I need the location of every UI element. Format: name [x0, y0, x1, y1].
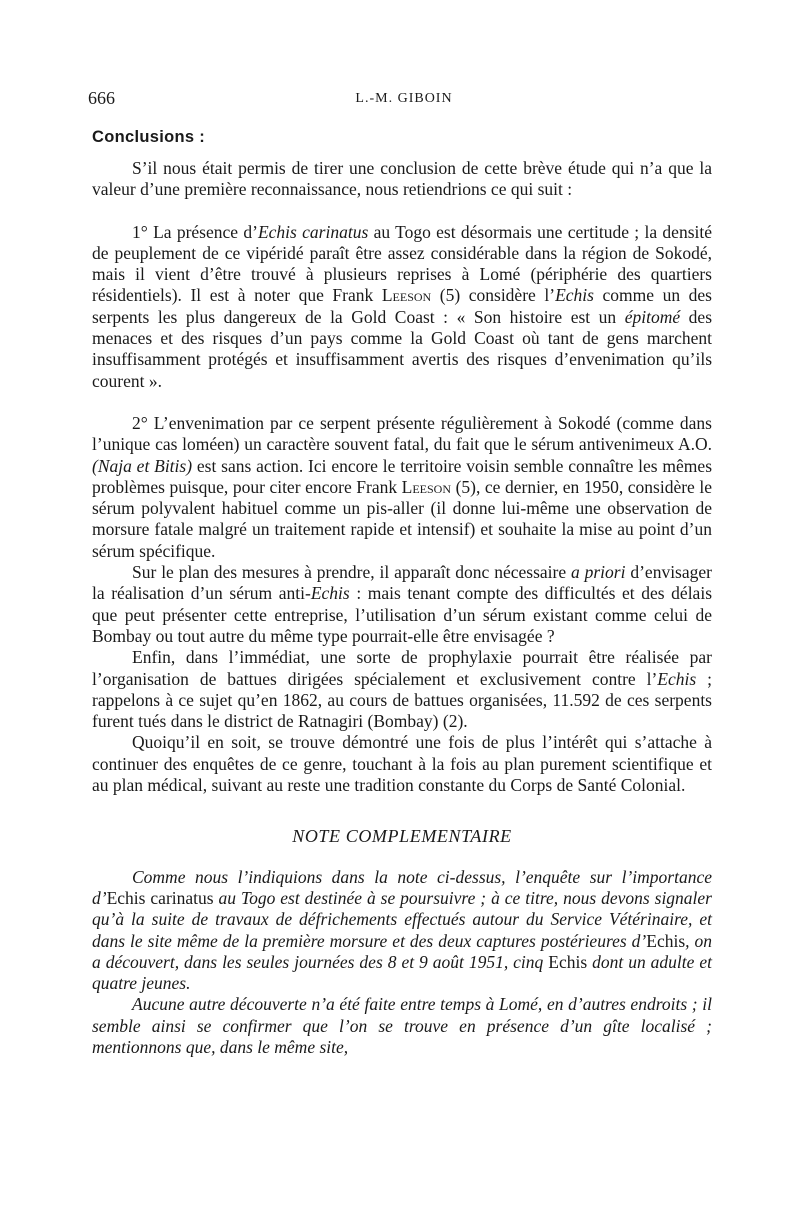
- complementary-note: [92, 867, 712, 1059]
- note-paragraph-2: Aucune autre découverte n’a été faite entre temps à Lomé, en d’autres endroits ; il semble ainsi se confirmer que l’on se trouve en présence d’un gîte localisé ; mentionnons que, dans le même site,: [92, 994, 712, 1057]
- page-header: [88, 88, 720, 112]
- body-text: [92, 158, 712, 1058]
- closing-paragraph: Quoiqu’il en soit, se trouve démontré une fois de plus l’intérêt qui s’attache à continuer des enquêtes de ce genre, touchant à la fois au plan purement scientifique et au plan médical, suivant au reste une tradition constante du Corps de Santé Colonial.: [92, 732, 712, 796]
- section-heading: Conclusions :: [92, 128, 205, 146]
- conclusion-point-1: 1° La présence d’Echis carinatus au Togo est désormais une certitude ; la densité de peuplement de ce vipéridé paraît être assez considérable dans la région de Sokodé, mais il vient d’être trouvé à plusieurs reprises à Lomé (périphérie des quartiers résidentiels). Il est à noter que Frank Leeson (5) considère l’Echis comme un des serpents les plus dangereux de la Gold Coast : « Son histoire est un épitomé des menaces et des risques d’un pays comme la Gold Coast où tant de gens marchent insuffisamment protégés et insuffisamment avertis des risques d’envenimation qu’ils courent ».: [92, 221, 713, 391]
- measures-paragraph: Sur le plan des mesures à prendre, il apparaît donc nécessaire a priori d’envisager la réalisation d’un sérum anti-Echis : mais tenant compte des difficultés et des délais que peut présenter cette entreprise, l’utilisation d’un sérum existant comme celui de Bombay ou tout autre du même type pourrait-elle être envisagée ?: [92, 562, 713, 646]
- prophylaxis-paragraph: Enfin, dans l’immédiat, une sorte de prophylaxie pourrait être réalisée par l’organisation de battues dirigées spécialement et exclusivement contre l’Echis ; rappelons à ce sujet qu’en 1862, au cours de battues organisées, 11.592 de ces serpents furent tués dans le district de Ratnagiri (Bombay) (2).: [92, 647, 712, 732]
- intro-paragraph: S’il nous était permis de tirer une conclusion de cette brève étude qui n’a que la valeur d’une première reconnaissance, nous retiendrions ce qui suit :: [92, 158, 712, 200]
- running-title: L.-M. GIBOIN: [355, 91, 453, 106]
- note-paragraph-1: Comme nous l’indiquions dans la note ci-dessus, l’enquête sur l’importance d’Echis carinatus au Togo est destinée à se poursuivre ; à ce titre, nous devons signaler qu’à la suite de travaux de défrichements effectués autour du Service Vétérinaire, et dans le site même de la première morsure et des deux captures postérieures d’Echis, on a découvert, dans les seules journées des 8 et 9 août 1951, cinq Echis dont un adulte et quatre jeunes.: [92, 866, 712, 994]
- note-title: NOTE COMPLEMENTAIRE: [292, 826, 512, 847]
- page-number: 666: [88, 88, 115, 108]
- conclusion-point-2: 2° L’envenimation par ce serpent présente régulièrement à Sokodé (comme dans l’unique cas loméen) un caractère souvent fatal, du fait que le sérum antivenimeux A.O. (Naja et Bitis) est sans action. Ici encore le territoire voisin semble connaître les mêmes problèmes puisque, pour citer encore Frank Leeson (5), ce dernier, en 1950, considère le sérum polyvalent habituel comme un pis-aller (il donne lui-même une observation de morsure fatale malgré un traitement rapide et intensif) et souhaite la mise au point d’un sérum spécifique.: [92, 412, 712, 561]
